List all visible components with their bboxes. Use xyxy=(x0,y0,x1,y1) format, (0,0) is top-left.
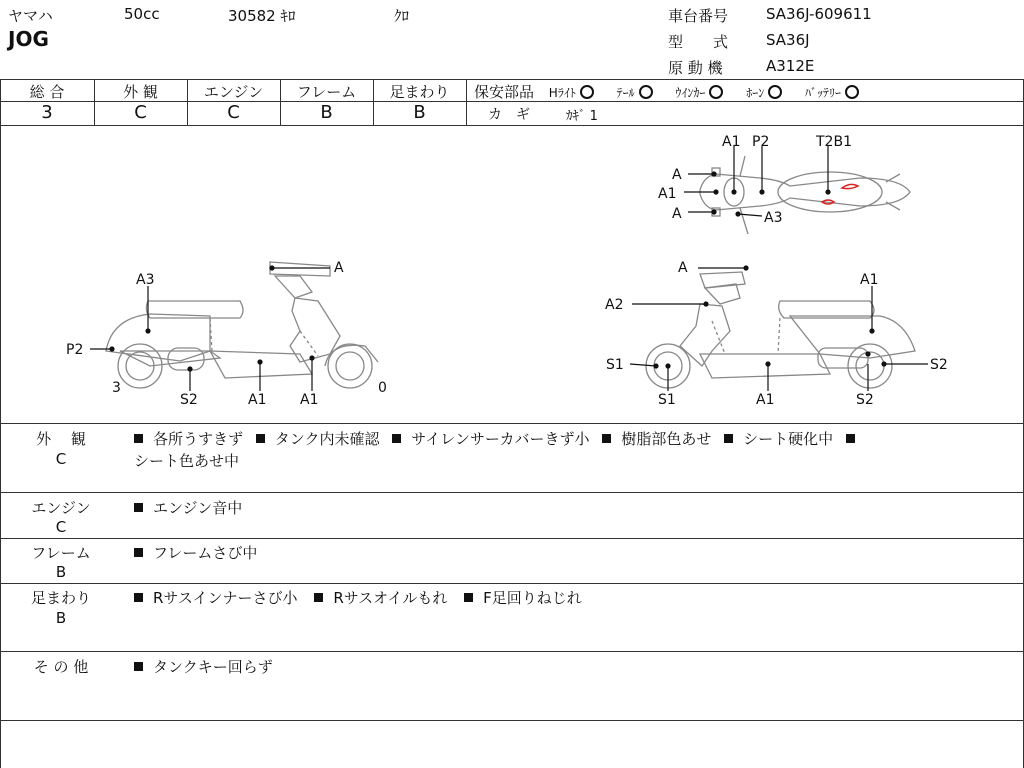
bullet-icon xyxy=(134,662,143,671)
grade-value-suspension: B xyxy=(413,102,426,123)
note-item: Rサスインナーさび小 xyxy=(153,589,298,607)
note-grade-exterior: C xyxy=(55,450,67,468)
safety-item-horn: ﾎｰﾝ xyxy=(746,86,782,100)
note-item: シート色あせ中 xyxy=(134,452,240,470)
type-label: 型 式 xyxy=(668,33,729,51)
grade-value-frame: B xyxy=(320,102,333,123)
left-label: S2 xyxy=(180,392,198,408)
bullet-icon xyxy=(464,593,473,602)
grade-label-suspension: 足まわり xyxy=(389,83,450,101)
note-items-other xyxy=(134,656,273,677)
divider xyxy=(0,720,1024,721)
safety-item-tail: ﾃｰﾙ xyxy=(617,86,653,100)
safety-item-battery: ﾊﾞｯﾃﾘｰ xyxy=(805,86,859,100)
color: ｸﾛ xyxy=(394,7,410,25)
top-label: A3 xyxy=(764,210,783,226)
note-item: エンジン音中 xyxy=(153,499,243,517)
bullet-icon xyxy=(134,548,143,557)
right-label: S2 xyxy=(930,357,948,373)
divider xyxy=(0,538,1024,539)
ok-circle-icon xyxy=(768,85,782,99)
note-item: F足回りねじれ xyxy=(483,589,582,607)
bullet-icon xyxy=(134,434,143,443)
note-item: Rサスオイルもれ xyxy=(333,589,448,607)
key-value: ｶｷﾞ 1 xyxy=(566,109,598,124)
bullet-icon xyxy=(314,593,323,602)
scooter-diagram xyxy=(0,126,1024,424)
left-label: A1 xyxy=(248,392,267,408)
left-label: 3 xyxy=(112,380,121,396)
top-label: A1 xyxy=(722,134,741,150)
bullet-icon xyxy=(256,434,265,443)
grade-label-overall: 総 合 xyxy=(29,83,65,101)
mileage: 30582 ｷﾛ xyxy=(228,7,296,25)
right-label: A2 xyxy=(605,297,624,313)
note-item: タンク内未確認 xyxy=(274,430,380,448)
divider xyxy=(0,492,1024,493)
note-item: フレームさび中 xyxy=(153,544,258,562)
note-item: タンクキー回らず xyxy=(153,658,273,676)
safety-parts-label: 保安部品 xyxy=(474,83,535,101)
note-label-exterior: 外 観 xyxy=(36,430,86,448)
divider xyxy=(0,583,1024,584)
bullet-icon xyxy=(846,434,855,443)
grade-label-engine: エンジン xyxy=(203,83,264,101)
right-label: S1 xyxy=(606,357,624,373)
frame-no: SA36J-609611 xyxy=(766,5,872,23)
divider xyxy=(0,651,1024,652)
note-item: 各所うすきず xyxy=(153,430,244,448)
key-label: カ ギ xyxy=(488,107,530,123)
note-item: サイレンサーカバーきず小 xyxy=(411,430,590,448)
note-items-frame xyxy=(134,542,257,563)
bullet-icon xyxy=(134,503,143,512)
model-name: JOG xyxy=(8,27,49,51)
bullet-icon xyxy=(134,593,143,602)
maker: ヤマハ xyxy=(8,7,53,25)
ok-circle-icon xyxy=(580,85,594,99)
grade-label-frame: フレーム xyxy=(296,83,357,101)
left-label: P2 xyxy=(66,342,84,358)
right-label: A1 xyxy=(860,272,879,288)
note-label-suspension: 足まわり xyxy=(30,589,91,607)
bullet-icon xyxy=(724,434,733,443)
divider xyxy=(0,79,1,768)
bullet-icon xyxy=(392,434,401,443)
divider xyxy=(466,79,467,125)
scooter-top-view xyxy=(700,156,910,234)
right-label: S1 xyxy=(658,392,676,408)
divider xyxy=(0,423,1024,424)
note-item: シート硬化中 xyxy=(743,430,834,448)
note-grade-frame: B xyxy=(55,563,67,581)
top-label: A xyxy=(672,206,682,222)
left-label: A1 xyxy=(300,392,319,408)
note-grade-engine: C xyxy=(55,518,67,536)
safety-parts-row xyxy=(474,81,859,102)
divider xyxy=(0,79,1024,80)
safety-item-headlight: Hﾗｲﾄ xyxy=(549,86,594,100)
left-label: 0 xyxy=(378,380,387,396)
right-label: A1 xyxy=(756,392,775,408)
frame-no-label: 車台番号 xyxy=(668,7,729,25)
note-items-exterior xyxy=(134,428,1014,472)
top-label: A1 xyxy=(658,186,677,202)
note-grade-suspension: B xyxy=(55,609,67,627)
top-label: P2 xyxy=(752,134,770,150)
right-label: A xyxy=(678,260,688,276)
bullet-icon xyxy=(602,434,611,443)
grade-label-exterior: 外 観 xyxy=(123,83,158,101)
note-item: 樹脂部色あせ xyxy=(621,430,712,448)
top-label: A xyxy=(672,167,682,183)
grade-value-exterior: C xyxy=(134,102,147,123)
engine-value: A312E xyxy=(766,57,815,75)
ok-circle-icon xyxy=(709,85,723,99)
displacement: 50cc xyxy=(124,5,160,23)
scooter-right-view xyxy=(646,272,915,388)
note-label-other: そ の 他 xyxy=(33,658,89,676)
ok-circle-icon xyxy=(639,85,653,99)
engine-label: 原 動 機 xyxy=(668,59,723,77)
left-label: A3 xyxy=(136,272,155,288)
note-items-engine xyxy=(134,497,242,518)
left-label: A xyxy=(334,260,344,276)
note-label-frame: フレーム xyxy=(31,544,91,562)
grade-value-overall: 3 xyxy=(41,102,53,123)
right-label: S2 xyxy=(856,392,874,408)
type-value: SA36J xyxy=(766,31,810,49)
safety-item-winker: ｳｲﾝｶｰ xyxy=(675,86,723,100)
note-items-suspension xyxy=(134,587,582,608)
top-label: T2B1 xyxy=(816,134,852,150)
note-label-engine: エンジン xyxy=(31,499,91,517)
ok-circle-icon xyxy=(845,85,859,99)
grade-value-engine: C xyxy=(227,102,240,123)
